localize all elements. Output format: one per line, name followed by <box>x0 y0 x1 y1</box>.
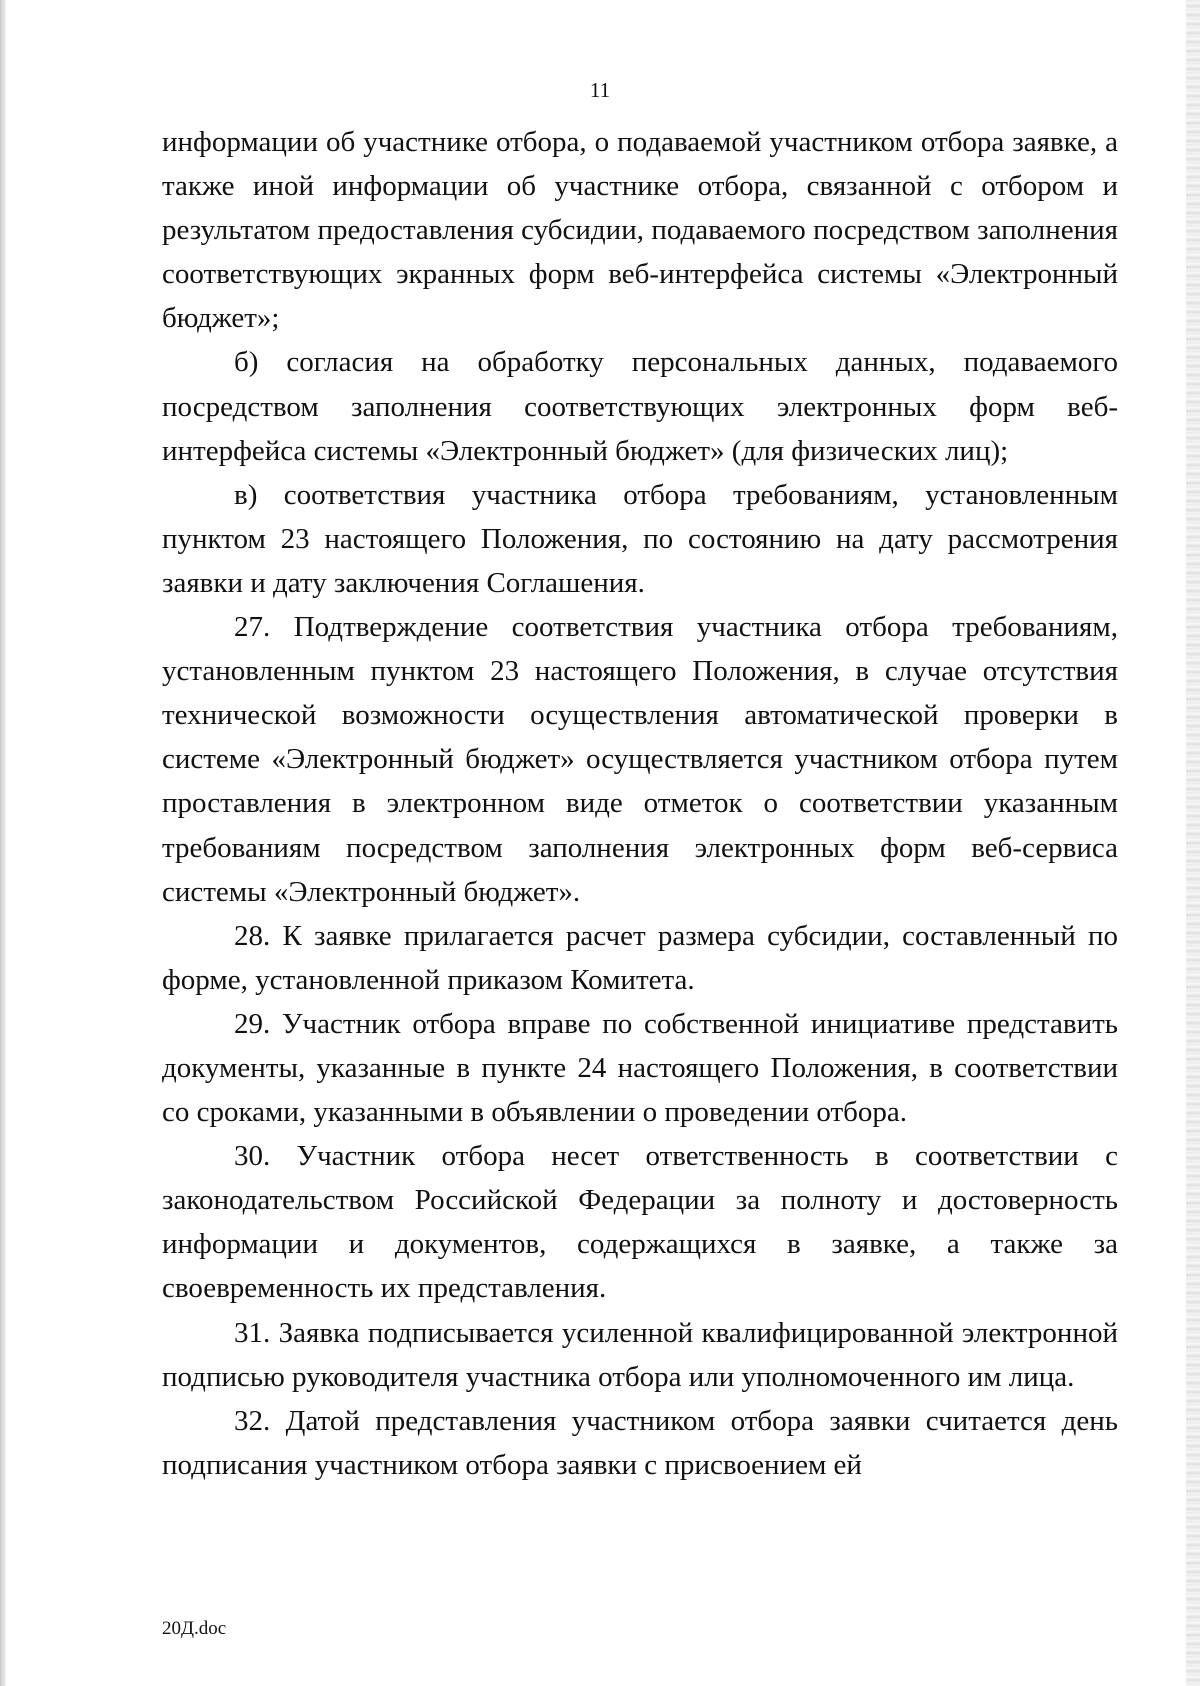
footer-filename: 20Д.doc <box>162 1618 227 1639</box>
paragraph-28: 28. К заявке прилагается расчет размера субсидии, составленный по форме, установленной приказом Комитета. <box>162 919 1118 996</box>
page-number: 11 <box>589 78 611 102</box>
scan-edge-right <box>1186 0 1200 1686</box>
document-body <box>162 120 1118 1487</box>
paragraph-29: 29. Участник отбора вправе по собственной инициативе представить документы, указанные в пункте 24 настоящего Положения, в соответствии со сроками, указанными в объявлении о проведении отбора. <box>162 1007 1118 1129</box>
paragraph-b: б) согласия на обработку персональных данных, подаваемого посредством заполнения соответствующих электронных форм веб-интерфейса системы «Электронный бюджет» (для физических лиц); <box>162 346 1118 467</box>
paragraph-32: 32. Датой представления участником отбора заявки считается день подписания участником отбора заявки с присвоением ей <box>162 1404 1118 1481</box>
paragraph-v: в) соответствия участника отбора требованиям, установленным пунктом 23 настоящего Положения, по состоянию на дату рассмотрения заявки и дату заключения Соглашения. <box>162 478 1118 599</box>
paragraph-31: 31. Заявка подписывается усиленной квалифицированной электронной подписью руководителя участника отбора или уполномоченного им лица. <box>162 1316 1118 1393</box>
scan-edge-left <box>0 0 6 1686</box>
paragraph-27: 27. Подтверждение соответствия участника отбора требованиям, установленным пунктом 23 настоящего Положения, в случае отсутствия технической возможности осуществления автоматической проверки в системе «Электронный бюджет» осуществляется участником отбора путем проставления в электронном виде отметок о соответствии указанным требованиям посредством заполнения электронных форм веб-сервиса системы «Электронный бюджет». <box>162 611 1118 908</box>
paragraph-30: 30. Участник отбора несет ответственность в соответствии с законодательством Российской Федерации за полноту и достоверность информации и документов, содержащихся в заявке, а также за своевременность их представления. <box>162 1140 1118 1305</box>
paragraph-continuation: информации об участнике отбора, о подаваемой участником отбора заявке, а также иной информации об участнике отбора, связанной с отбором и результатом предоставления субсидии, подаваемого посредством заполнения соответствующих экранных форм веб-интерфейса системы «Электронный бюджет»; <box>162 126 1118 335</box>
